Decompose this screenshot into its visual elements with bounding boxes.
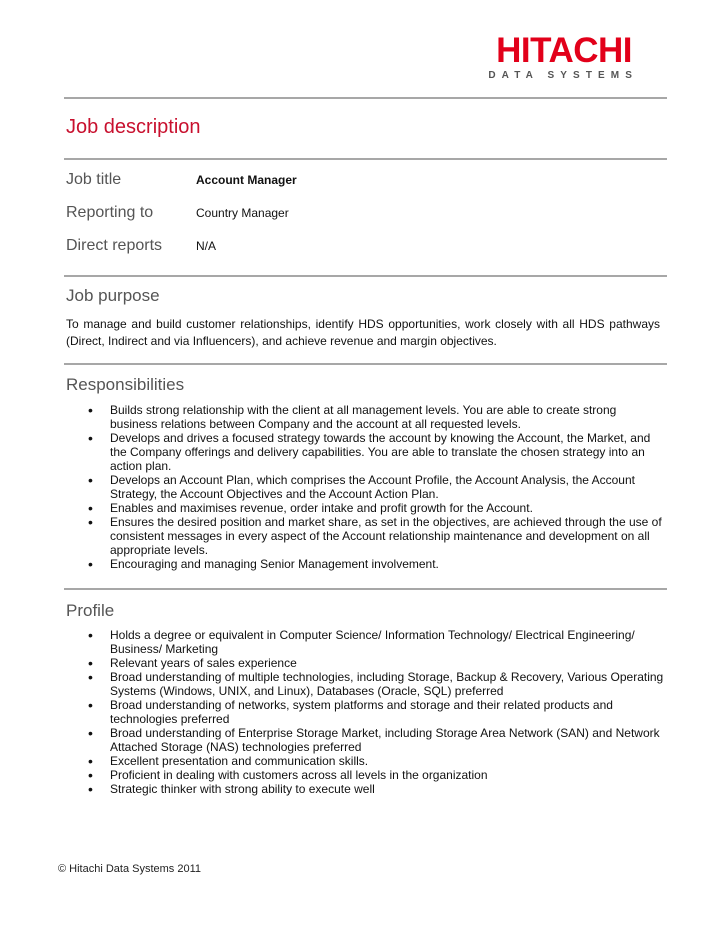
header-rule bbox=[64, 97, 667, 99]
logo-wordmark: HITACHI bbox=[496, 31, 632, 70]
list-item: • Relevant years of sales experience bbox=[66, 656, 666, 670]
list-item: • Builds strong relationship with the client at all management levels. You are able to create strong business relations between Company and the account at all requested levels. bbox=[66, 403, 666, 431]
divider bbox=[64, 275, 667, 277]
list-item: • Encouraging and managing Senior Management involvement. bbox=[66, 557, 666, 571]
reporting-to-value: Country Manager bbox=[196, 206, 289, 220]
list-item: • Strategic thinker with strong ability to execute well bbox=[66, 782, 666, 796]
list-item: • Develops an Account Plan, which comprises the Account Profile, the Account Analysis, the Account Strategy, the Account Objectives and the Account Action Plan. bbox=[66, 473, 666, 501]
list-item: • Ensures the desired position and market share, as set in the objectives, are achieved through the use of consistent messages in every aspect of the Account relationship maintenance and development on all appropriate levels. bbox=[66, 515, 666, 557]
logo-tagline: DATA SYSTEMS bbox=[488, 70, 638, 81]
list-item: • Enables and maximises revenue, order intake and profit growth for the Account. bbox=[66, 501, 666, 515]
job-title-value: Account Manager bbox=[196, 173, 297, 187]
divider bbox=[64, 363, 667, 365]
direct-reports-label: Direct reports bbox=[66, 237, 163, 254]
divider bbox=[64, 588, 667, 590]
responsibilities-heading: Responsibilities bbox=[66, 375, 185, 394]
job-title-label: Job title bbox=[66, 171, 122, 188]
hitachi-logo bbox=[488, 31, 638, 81]
list-item: • Broad understanding of networks, system platforms and storage and their related products and technologies preferred bbox=[66, 698, 666, 726]
job-purpose-heading: Job purpose bbox=[66, 286, 160, 305]
list-item: • Excellent presentation and communication skills. bbox=[66, 754, 666, 768]
list-item: • Broad understanding of multiple technologies, including Storage, Backup & Recovery, Various Operating Systems (Windows, UNIX, and Linux), Databases (Oracle, SQL) preferred bbox=[66, 670, 666, 698]
divider bbox=[64, 158, 667, 160]
list-item: • Develops and drives a focused strategy towards the account by knowing the Account, the Market, and the Company offerings and delivery capabilities. You are able to translate the chosen strategy into an action plan. bbox=[66, 431, 666, 473]
responsibilities-list bbox=[66, 403, 666, 571]
copyright-footer: © Hitachi Data Systems 2011 bbox=[58, 863, 202, 875]
job-purpose-text: To manage and build customer relationships, identify HDS opportunities, work closely with all HDS pathways (Direct, Indirect and via Influencers), and achieve revenue and margin objectives. bbox=[66, 317, 660, 348]
document-title: Job description bbox=[66, 116, 201, 138]
list-item: • Broad understanding of Enterprise Storage Market, including Storage Area Network (SAN) and Network Attached Storage (NAS) technologies preferred bbox=[66, 726, 666, 754]
list-item: • Proficient in dealing with customers across all levels in the organization bbox=[66, 768, 666, 782]
direct-reports-value: N/A bbox=[196, 239, 217, 253]
reporting-to-label: Reporting to bbox=[66, 204, 154, 221]
profile-list bbox=[66, 628, 666, 796]
profile-heading: Profile bbox=[66, 601, 115, 620]
list-item: • Holds a degree or equivalent in Computer Science/ Information Technology/ Electrical Engineering/ Business/ Marketing bbox=[66, 628, 666, 656]
